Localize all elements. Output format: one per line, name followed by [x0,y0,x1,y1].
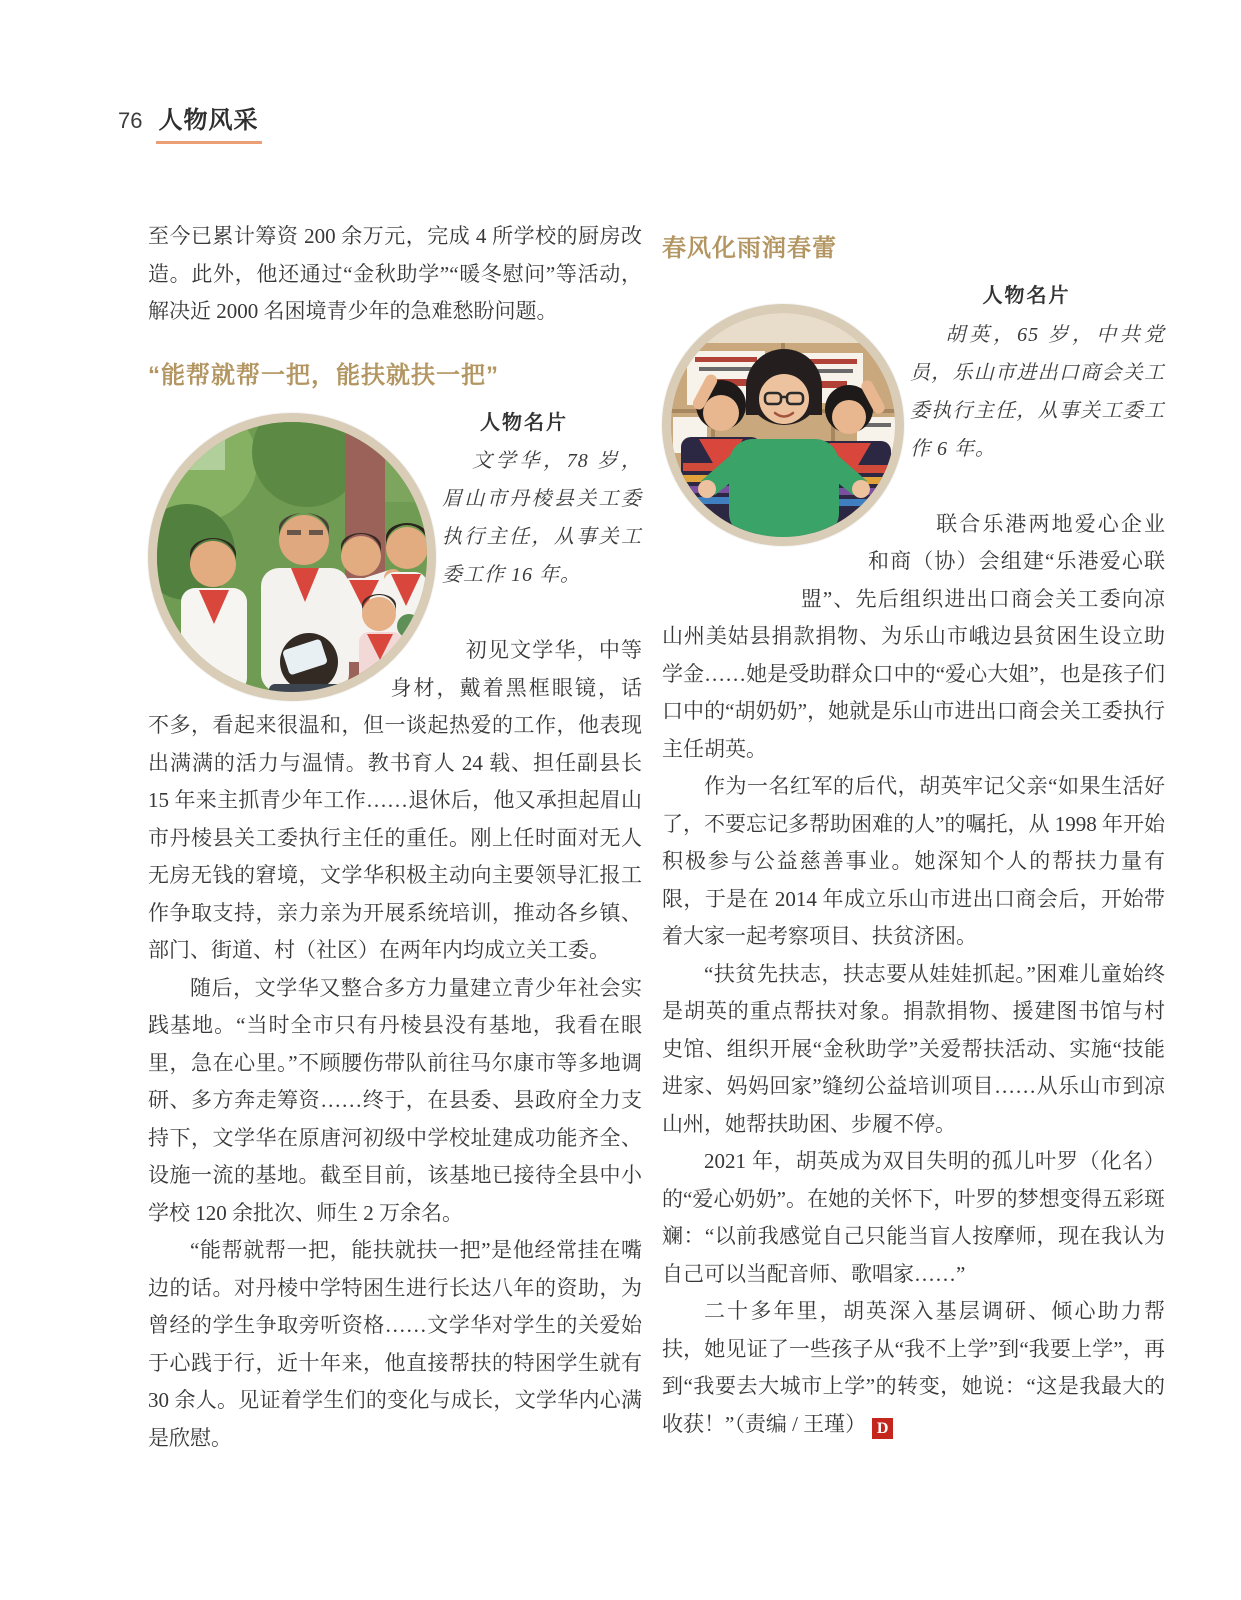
section-title: 人物风采 [156,100,262,144]
profile-card-title: 人物名片 [982,285,1071,307]
body-paragraph: 作为一名红军的后代，胡英牢记父亲“如果生活好了，不要忘记多帮助困难的人”的嘱托，从 1998 年开始积极参与公益慈善事业。她深知个人的帮扶力量有限，于是在 2014 年成立乐山市进出口商会后，开始带着大家一起考察项目、扶贫济困。 [662,774,1165,948]
body-text: 二十多年里，胡英深入基层调研、倾心助力帮扶，她见证了一些孩子从“我不上学”到“我要上学”，再到“我要去大城市上学”的转变，她说：“这是我最大的收获！” [662,1299,1165,1436]
profile-card-body-wen-xuehua: 文学华，78 岁，眉山市丹棱县关工委执行主任，从事关工委工作 16 年。 [442,450,642,586]
body-paragraph: “扶贫先扶志，扶志要从娃娃抓起。”困难儿童始终是胡英的重点帮扶对象。捐款捐物、援建图书馆与村史馆、组织开展“金秋助学”关爱帮扶活动、实施“技能进家、妈妈回家”缝纫公益培训项目……从乐山市到凉山州，她帮扶助困、步履不停。 [662,961,1165,1136]
article-heading-hu-ying: 春风化雨润春蕾 [662,235,837,262]
photo-wen-xuehua-with-children [157,422,427,692]
profile-block-hu-ying [662,278,1165,768]
profile-card-title: 人物名片 [479,411,568,434]
left-column [148,218,642,1457]
body-paragraph: 2021 年，胡英成为双目失明的孤儿叶罗（化名）的“爱心奶奶”。在她的关怀下，叶罗的梦想变得五彩斑斓：“以前我感觉自己只能当盲人按摩师，现在我认为自己可以当配音师、歌唱家……” [662,1149,1165,1286]
photo-hu-ying-with-girls [671,313,895,537]
profile-photo-wen-xuehua [148,413,436,701]
page-number: 76 [118,108,143,133]
end-of-article-mark: D [872,1418,893,1439]
body-paragraph: 初见文学华，中等身材，戴着黑框眼镜，话不多，看起来很温和，但一谈起热爱的工作，他表现出满满的活力与温情。教书育人 24 载、担任副县长 15 年来主抓青少年工作……退休后，他又承担起眉山市丹棱县关工委执行主任的重任。刚上任时面对无人无房无钱的窘境，文学华积极主动向主要领导汇报工作争取支持，亲力亲为开展系统培训，推动各乡镇、部门、街道、村（社区）在两年内均成立关工委。 [148,638,642,962]
body-paragraph: 联合乐港两地爱心企业和商（协）会组建“乐港爱心联盟”、先后组织进出口商会关工委向凉山州美姑县捐款捐物、为乐山市峨边县贫困生设立助学金……她是受助群众口中的“爱心大姐”，也是孩子们口中的“胡奶奶”，她就是乐山市进出口商会关工委执行主任胡英。 [662,511,1165,761]
page-header [118,100,262,144]
photo-ring [662,304,904,546]
right-column [662,218,1165,1443]
profile-card-body-hu-ying: 胡英，65 岁，中共党员，乐山市进出口商会关工委执行主任，从事关工委工作 6 年。 [910,323,1165,460]
editor-byline: （责编 / 王瑾） [734,1411,867,1436]
body-paragraph: 随后，文学华又整合多方力量建立青少年社会实践基地。“当时全市只有丹棱县没有基地，我看在眼里，急在心里。”不顾腰伤带队前往马尔康市等多地调研、多方奔走筹资……终于，在县委、县政府全力支持下，文学华在原唐河初级中学校址建成功能齐全、设施一流的基地。截至目前，该基地已接待全县中小学校 120 余批次、师生 2 万余名。 [148,975,642,1225]
article-heading-wen-xuehua: “能帮就帮一把，能扶就扶一把” [148,361,499,389]
closing-paragraph [662,1293,1165,1443]
photo-ring [148,413,436,701]
profile-block-wen-xuehua [148,405,642,970]
body-paragraph: “能帮就帮一把，能扶就扶一把”是他经常挂在嘴边的话。对丹棱中学特困生进行长达八年的资助，为曾经的学生争取旁听资格……文学华对学生的关爱始于心践于行，近十年来，他直接帮扶的特困学生就有 30 余人。见证着学生们的变化与成长，文学华内心满是欣慰。 [148,1238,642,1450]
intro-paragraph: 至今已累计筹资 200 余万元，完成 4 所学校的厨房改造。此外，他还通过“金秋助学”“暖冬慰问”等活动，解决近 2000 名困境青少年的急难愁盼问题。 [148,224,642,323]
